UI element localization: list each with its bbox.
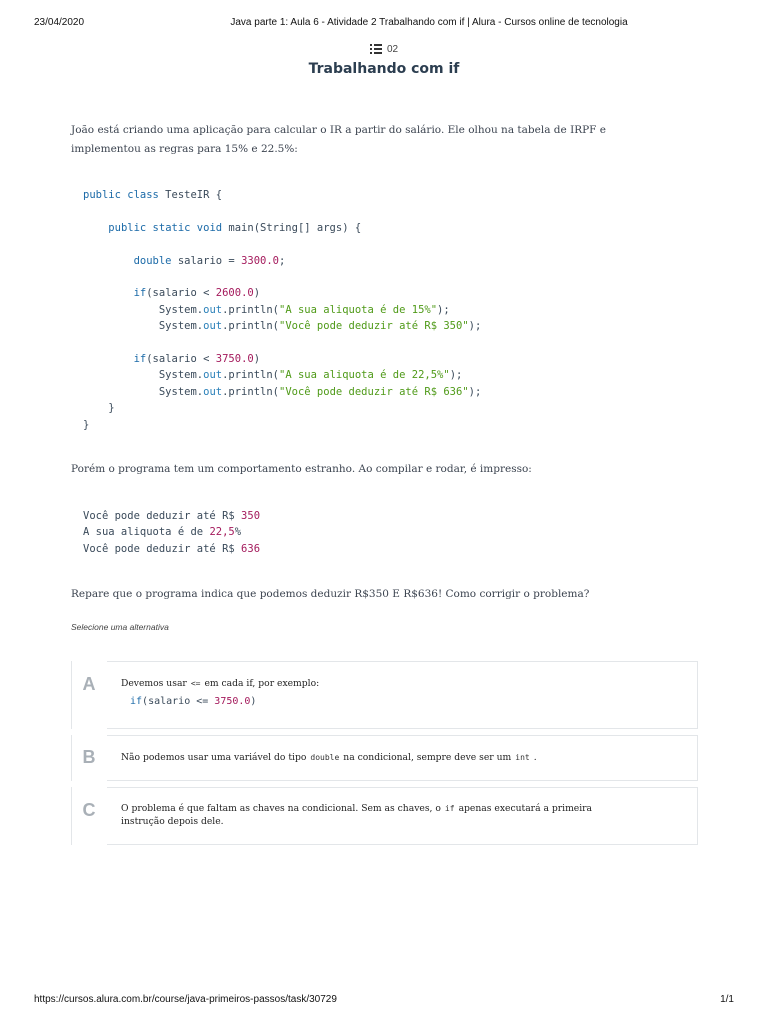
code-line-println-2: System.out.println("Você pode deduzir até R$ 350"); [158, 320, 482, 333]
intro-paragraph [71, 121, 631, 159]
code-block [83, 187, 481, 433]
code-line-println-1: System.out.println("A sua aliquota é de 15%"); [158, 303, 450, 316]
alternative-b-text: Não podemos usar uma variável do tipo double na condicional, sempre deve ser um int . [121, 752, 537, 763]
code-line-double: double salario = 3300.0; [133, 254, 286, 267]
alternative-a-text: Devemos usar <= em cada if, por exemplo: [121, 678, 320, 689]
inline-code: double [310, 753, 340, 762]
alternative-letter-b: B [82, 747, 96, 767]
print-page-title: Java parte 1: Aula 6 - Atividade 2 Trabalhando com if | Alura - Cursos online de tecnologia [230, 17, 628, 28]
inline-code: int [515, 753, 530, 762]
alternative-c-divider [71, 787, 72, 845]
intro-line-1: João está criando uma aplicação para calcular o IR a partir do salário. Ele olhou na tabela de IRPF e [71, 124, 607, 136]
code-line-if-1: if(salario < 2600.0) [133, 287, 261, 300]
output-line-3: Você pode deduzir até R$ 636 [83, 542, 261, 555]
output-line-1: Você pode deduzir até R$ 350 [83, 510, 261, 522]
code-line-println-3: System.out.println("A sua aliquota é de 22,5%"); [158, 369, 463, 382]
alternative-c[interactable] [71, 787, 698, 845]
output-intro: Porém o programa tem um comportamento estranho. Ao compilar e rodar, é impresso: [71, 463, 532, 475]
output-block [83, 508, 260, 557]
alternative-letter-a: A [82, 674, 96, 694]
task-counter[interactable] [0, 44, 768, 55]
print-date: 23/04/2020 [34, 17, 85, 28]
code-line-close-main: } [108, 402, 115, 415]
print-url: https://cursos.alura.com.br/course/java-primeiros-passos/task/30729 [34, 994, 337, 1005]
code-line-main: public static void main(String[] args) { [108, 221, 362, 234]
alternative-letter-c: C [82, 800, 96, 820]
code-line-close-class: } [83, 418, 90, 431]
alternative-a-example: if(salario <= 3750.0) [130, 696, 257, 707]
list-icon [370, 44, 382, 54]
alternative-b-divider [71, 735, 72, 781]
intro-line-2: implementou as regras para 15% e 22.5%: [71, 143, 298, 155]
inline-code: <= [190, 679, 201, 688]
alternative-a-divider [71, 661, 72, 729]
output-line-2: A sua aliquota é de 22,5% [83, 526, 242, 539]
select-hint: Selecione uma alternativa [71, 622, 169, 632]
code-line-println-4: System.out.println("Você pode deduzir até R$ 636"); [158, 385, 482, 398]
question-text: Repare que o programa indica que podemos deduzir R$350 E R$636! Como corrigir o problema? [71, 588, 590, 600]
print-header [0, 15, 768, 31]
code-line-class: public class TesteIR { [83, 189, 223, 201]
print-page-number: 1/1 [720, 994, 734, 1005]
alternative-b[interactable] [71, 735, 698, 781]
inline-code: if [444, 804, 455, 813]
code-line-if-2: if(salario < 3750.0) [133, 353, 261, 366]
alternative-c-text: O problema é que faltam as chaves na condicional. Sem as chaves, o if apenas executará a primeira instrução depois dele. [121, 803, 593, 827]
task-number: 02 [386, 44, 399, 55]
task-title: Trabalhando com if [308, 61, 460, 77]
alternative-a[interactable] [71, 661, 698, 729]
